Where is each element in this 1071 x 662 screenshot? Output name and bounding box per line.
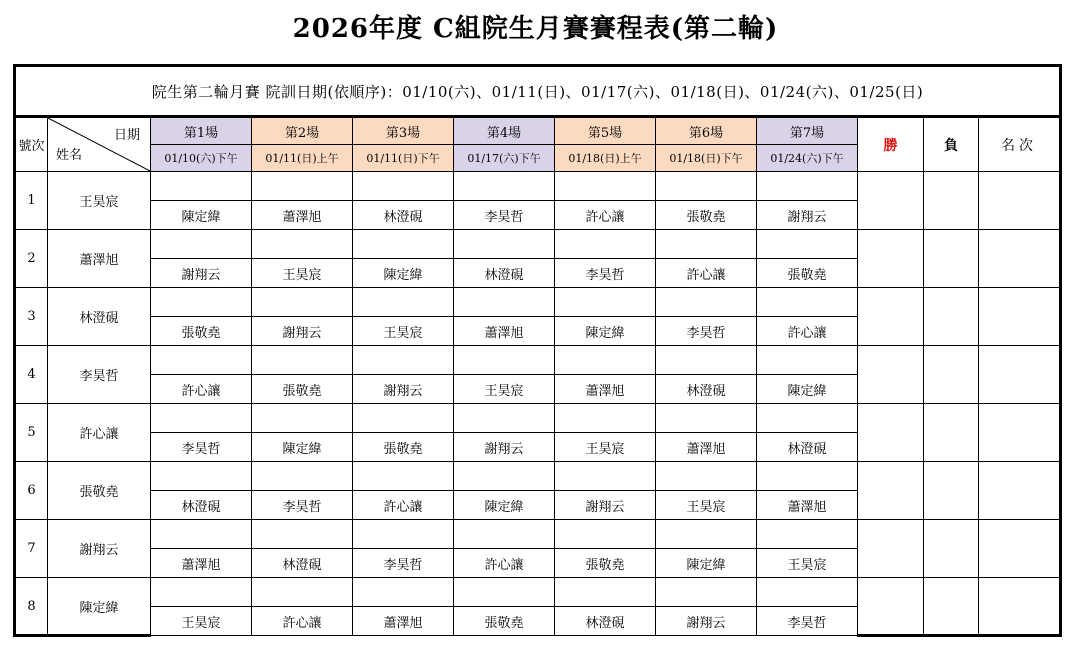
- rank-cell[interactable]: [979, 346, 1061, 404]
- opponent-name: 蕭澤旭: [353, 607, 454, 636]
- result-cell[interactable]: [555, 578, 656, 607]
- player-number: 7: [15, 520, 48, 578]
- player-name: 許心讓: [48, 404, 151, 462]
- player-name: 林澄硯: [48, 288, 151, 346]
- win-cell[interactable]: [858, 346, 924, 404]
- result-cell[interactable]: [656, 520, 757, 549]
- result-cell[interactable]: [555, 346, 656, 375]
- opponent-name: 陳定緯: [656, 549, 757, 578]
- player-number: 4: [15, 346, 48, 404]
- result-cell[interactable]: [151, 404, 252, 433]
- result-cell[interactable]: [454, 346, 555, 375]
- result-cell[interactable]: [555, 520, 656, 549]
- result-cell[interactable]: [757, 462, 858, 491]
- round-header: 第4場: [454, 117, 555, 145]
- player-number: 1: [15, 172, 48, 230]
- opponent-name: 李昊哲: [151, 433, 252, 462]
- result-cell[interactable]: [353, 462, 454, 491]
- rank-cell[interactable]: [979, 288, 1061, 346]
- result-cell[interactable]: [353, 520, 454, 549]
- player-row: [15, 288, 1061, 317]
- player-name: 王昊宸: [48, 172, 151, 230]
- rank-cell[interactable]: [979, 462, 1061, 520]
- lose-cell[interactable]: [924, 404, 979, 462]
- opponent-name: 蕭澤旭: [555, 375, 656, 404]
- win-cell[interactable]: [858, 288, 924, 346]
- name-label: 姓名: [56, 148, 83, 163]
- opponent-name: 蕭澤旭: [454, 317, 555, 346]
- round-header: 第6場: [656, 117, 757, 145]
- opponent-name: 謝翔云: [555, 491, 656, 520]
- result-cell[interactable]: [555, 230, 656, 259]
- opponent-name: 張敬堯: [454, 607, 555, 636]
- player-row: [15, 230, 1061, 259]
- player-number: 8: [15, 578, 48, 636]
- result-cell[interactable]: [757, 404, 858, 433]
- result-cell[interactable]: [555, 462, 656, 491]
- result-cell[interactable]: [252, 288, 353, 317]
- opponent-name: 李昊哲: [757, 607, 858, 636]
- lose-cell[interactable]: [924, 230, 979, 288]
- player-number: 2: [15, 230, 48, 288]
- round-date: 01/17(六)下午: [454, 145, 555, 172]
- player-row: [15, 462, 1061, 491]
- result-cell[interactable]: [656, 288, 757, 317]
- round-date: 01/11(日)上午: [252, 145, 353, 172]
- opponent-name: 李昊哲: [252, 491, 353, 520]
- lose-cell[interactable]: [924, 462, 979, 520]
- lose-cell[interactable]: [924, 578, 979, 636]
- result-cell[interactable]: [454, 578, 555, 607]
- lose-cell[interactable]: [924, 346, 979, 404]
- player-row: [15, 404, 1061, 433]
- opponent-name: 許心讓: [353, 491, 454, 520]
- win-cell[interactable]: [858, 230, 924, 288]
- result-cell[interactable]: [252, 172, 353, 201]
- result-cell[interactable]: [656, 462, 757, 491]
- result-cell[interactable]: [454, 230, 555, 259]
- opponent-name: 蕭澤旭: [757, 491, 858, 520]
- win-cell[interactable]: [858, 578, 924, 636]
- opponent-name: 張敬堯: [656, 201, 757, 230]
- opponent-name: 蕭澤旭: [656, 433, 757, 462]
- opponent-name: 李昊哲: [555, 259, 656, 288]
- opponent-name: 林澄硯: [353, 201, 454, 230]
- round-date: 01/10(六)下午: [151, 145, 252, 172]
- result-cell[interactable]: [454, 172, 555, 201]
- result-cell[interactable]: [151, 288, 252, 317]
- page-title: 2026年度 C組院生月賽賽程表(第二輪): [292, 14, 779, 44]
- result-cell[interactable]: [454, 520, 555, 549]
- result-cell[interactable]: [757, 288, 858, 317]
- player-name: 李昊哲: [48, 346, 151, 404]
- result-cell[interactable]: [757, 520, 858, 549]
- player-number: 5: [15, 404, 48, 462]
- result-cell[interactable]: [353, 346, 454, 375]
- lose-cell[interactable]: [924, 520, 979, 578]
- result-cell[interactable]: [353, 288, 454, 317]
- lose-cell[interactable]: [924, 288, 979, 346]
- result-cell[interactable]: [252, 404, 353, 433]
- opponent-name: 張敬堯: [555, 549, 656, 578]
- round-date: 01/24(六)下午: [757, 145, 858, 172]
- player-row: [15, 520, 1061, 549]
- win-cell[interactable]: [858, 462, 924, 520]
- win-header: 勝: [858, 117, 924, 172]
- result-cell[interactable]: [353, 578, 454, 607]
- schedule-table: [13, 64, 1062, 637]
- result-cell[interactable]: [353, 404, 454, 433]
- opponent-name: 陳定緯: [353, 259, 454, 288]
- opponent-name: 王昊宸: [454, 375, 555, 404]
- player-number: 6: [15, 462, 48, 520]
- result-cell[interactable]: [656, 578, 757, 607]
- date-name-header: [48, 117, 151, 172]
- result-cell[interactable]: [151, 346, 252, 375]
- result-cell[interactable]: [555, 288, 656, 317]
- opponent-name: 王昊宸: [555, 433, 656, 462]
- win-cell[interactable]: [858, 172, 924, 230]
- opponent-name: 陳定緯: [151, 201, 252, 230]
- result-cell[interactable]: [252, 578, 353, 607]
- opponent-name: 陳定緯: [454, 491, 555, 520]
- result-cell[interactable]: [252, 346, 353, 375]
- result-cell[interactable]: [151, 462, 252, 491]
- opponent-name: 許心讓: [555, 201, 656, 230]
- opponent-name: 許心讓: [656, 259, 757, 288]
- rank-cell[interactable]: [979, 230, 1061, 288]
- result-cell[interactable]: [454, 462, 555, 491]
- opponent-name: 謝翔云: [252, 317, 353, 346]
- result-cell[interactable]: [757, 346, 858, 375]
- win-cell[interactable]: [858, 520, 924, 578]
- opponent-name: 王昊宸: [757, 549, 858, 578]
- result-cell[interactable]: [656, 172, 757, 201]
- lose-header: 負: [924, 117, 979, 172]
- round-header: 第1場: [151, 117, 252, 145]
- result-cell[interactable]: [757, 230, 858, 259]
- rank-cell[interactable]: [979, 520, 1061, 578]
- player-row: [15, 578, 1061, 607]
- result-cell[interactable]: [454, 288, 555, 317]
- opponent-name: 許心讓: [151, 375, 252, 404]
- training-dates-info: 院生第二輪月賽 院訓日期(依順序)：01/10(六)、01/11(日)、01/17(六)、01/18(日)、01/24(六)、01/25(日): [15, 66, 1061, 117]
- date-label: 日期: [113, 128, 140, 143]
- opponent-name: 謝翔云: [454, 433, 555, 462]
- opponent-name: 林澄硯: [757, 433, 858, 462]
- result-cell[interactable]: [656, 404, 757, 433]
- round-header: 第5場: [555, 117, 656, 145]
- result-cell[interactable]: [656, 230, 757, 259]
- opponent-name: 王昊宸: [656, 491, 757, 520]
- result-cell[interactable]: [757, 172, 858, 201]
- result-cell[interactable]: [656, 346, 757, 375]
- opponent-name: 張敬堯: [757, 259, 858, 288]
- lose-cell[interactable]: [924, 172, 979, 230]
- number-header: 號次: [15, 117, 48, 172]
- opponent-name: 王昊宸: [353, 317, 454, 346]
- rank-cell[interactable]: [979, 172, 1061, 230]
- opponent-name: 陳定緯: [555, 317, 656, 346]
- opponent-name: 張敬堯: [353, 433, 454, 462]
- rank-cell[interactable]: [979, 404, 1061, 462]
- result-cell[interactable]: [252, 520, 353, 549]
- opponent-name: 謝翔云: [353, 375, 454, 404]
- opponent-name: 蕭澤旭: [252, 201, 353, 230]
- opponent-name: 許心讓: [757, 317, 858, 346]
- opponent-name: 李昊哲: [454, 201, 555, 230]
- opponent-name: 陳定緯: [757, 375, 858, 404]
- player-row: [15, 346, 1061, 375]
- round-date: 01/18(日)下午: [656, 145, 757, 172]
- opponent-name: 李昊哲: [656, 317, 757, 346]
- player-row: [15, 172, 1061, 201]
- opponent-name: 許心讓: [454, 549, 555, 578]
- round-date: 01/11(日)下午: [353, 145, 454, 172]
- round-header: 第2場: [252, 117, 353, 145]
- result-cell[interactable]: [151, 172, 252, 201]
- player-number: 3: [15, 288, 48, 346]
- player-name: 張敬堯: [48, 462, 151, 520]
- player-name: 謝翔云: [48, 520, 151, 578]
- result-cell[interactable]: [151, 520, 252, 549]
- round-date: 01/18(日)上午: [555, 145, 656, 172]
- opponent-name: 張敬堯: [252, 375, 353, 404]
- result-cell[interactable]: [252, 462, 353, 491]
- opponent-name: 許心讓: [252, 607, 353, 636]
- opponent-name: 謝翔云: [757, 201, 858, 230]
- player-name: 蕭澤旭: [48, 230, 151, 288]
- player-name: 陳定緯: [48, 578, 151, 636]
- opponent-name: 王昊宸: [252, 259, 353, 288]
- rank-cell[interactable]: [979, 578, 1061, 636]
- opponent-name: 謝翔云: [151, 259, 252, 288]
- result-cell[interactable]: [252, 230, 353, 259]
- result-cell[interactable]: [454, 404, 555, 433]
- round-header: 第7場: [757, 117, 858, 145]
- round-header: 第3場: [353, 117, 454, 145]
- opponent-name: 謝翔云: [656, 607, 757, 636]
- opponent-name: 林澄硯: [151, 491, 252, 520]
- opponent-name: 張敬堯: [151, 317, 252, 346]
- opponent-name: 林澄硯: [454, 259, 555, 288]
- rank-header: 名次: [979, 117, 1061, 172]
- opponent-name: 林澄硯: [555, 607, 656, 636]
- result-cell[interactable]: [151, 230, 252, 259]
- opponent-name: 林澄硯: [656, 375, 757, 404]
- win-cell[interactable]: [858, 404, 924, 462]
- result-cell[interactable]: [151, 578, 252, 607]
- opponent-name: 李昊哲: [353, 549, 454, 578]
- result-cell[interactable]: [555, 404, 656, 433]
- result-cell[interactable]: [353, 230, 454, 259]
- opponent-name: 林澄硯: [252, 549, 353, 578]
- opponent-name: 王昊宸: [151, 607, 252, 636]
- result-cell[interactable]: [757, 578, 858, 607]
- opponent-name: 陳定緯: [252, 433, 353, 462]
- result-cell[interactable]: [555, 172, 656, 201]
- result-cell[interactable]: [353, 172, 454, 201]
- opponent-name: 蕭澤旭: [151, 549, 252, 578]
